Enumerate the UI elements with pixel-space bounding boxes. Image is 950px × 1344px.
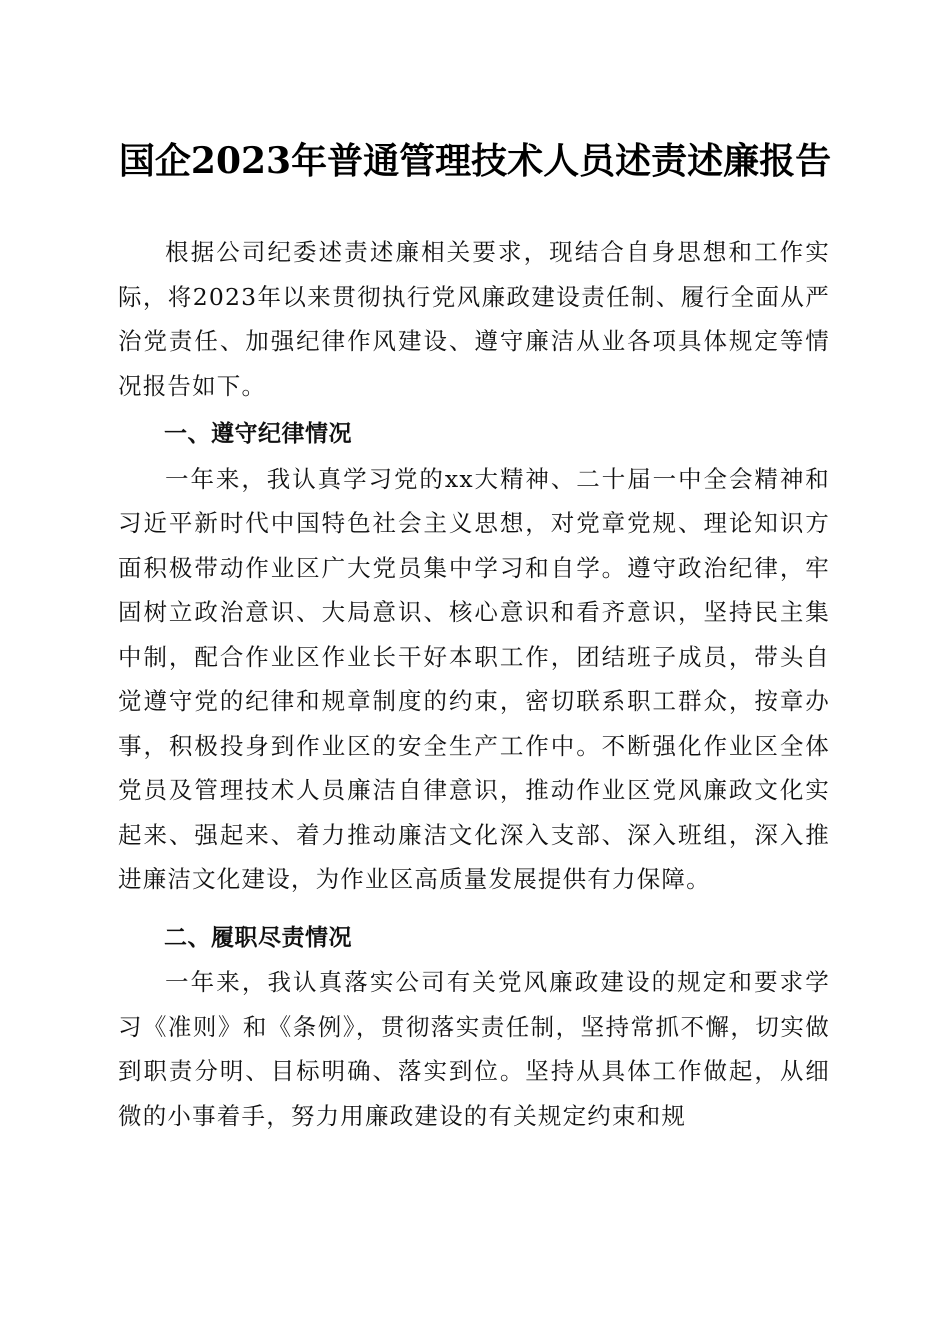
section-paragraph-duty: 一年来，我认真落实公司有关党风廉政建设的规定和要求学习《准则》和《条例》，贯彻落实责任制，坚持常抓不懈，切实做到职责分明、目标明确、落实到位。坚持从具体工作做起，从细微的小事着手，努力用廉政建设的有关规定约束和规 [118,968,830,1130]
section-heading-discipline: 一、遵守纪律情况 [164,421,352,447]
section-heading-duty: 二、履职尽责情况 [164,924,352,951]
document-body [118,230,830,1138]
intro-paragraph: 根据公司纪委述责述廉相关要求，现结合自身思想和工作实际，将2023年以来贯彻执行党风廉政建设责任制、履行全面从严治党责任、加强纪律作风建设、遵守廉洁从业各项具体规定等情况报告如下。 [118,238,830,400]
section-paragraph-discipline: 一年来，我认真学习党的xx大精神、二十届一中全会精神和习近平新时代中国特色社会主义思想，对党章党规、理论知识方面积极带动作业区广大党员集中学习和自学。遵守政治纪律，牢固树立政治意识、大局意识、核心意识和看齐意识，坚持民主集中制，配合作业区作业长干好本职工作，团结班子成员，带头自觉遵守党的纪律和规章制度的约束，密切联系职工群众，按章办事，积极投身到作业区的安全生产工作中。不断强化作业区全体党员及管理技术人员廉洁自律意识，推动作业区党风廉政文化实起来、强起来、着力推动廉洁文化深入支部、深入班组，深入推进廉洁文化建设，为作业区高质量发展提供有力保障。 [118,464,830,893]
spacer [118,902,830,916]
document-title: 国企2023年普通管理技术人员述责述廉报告 [118,140,832,182]
